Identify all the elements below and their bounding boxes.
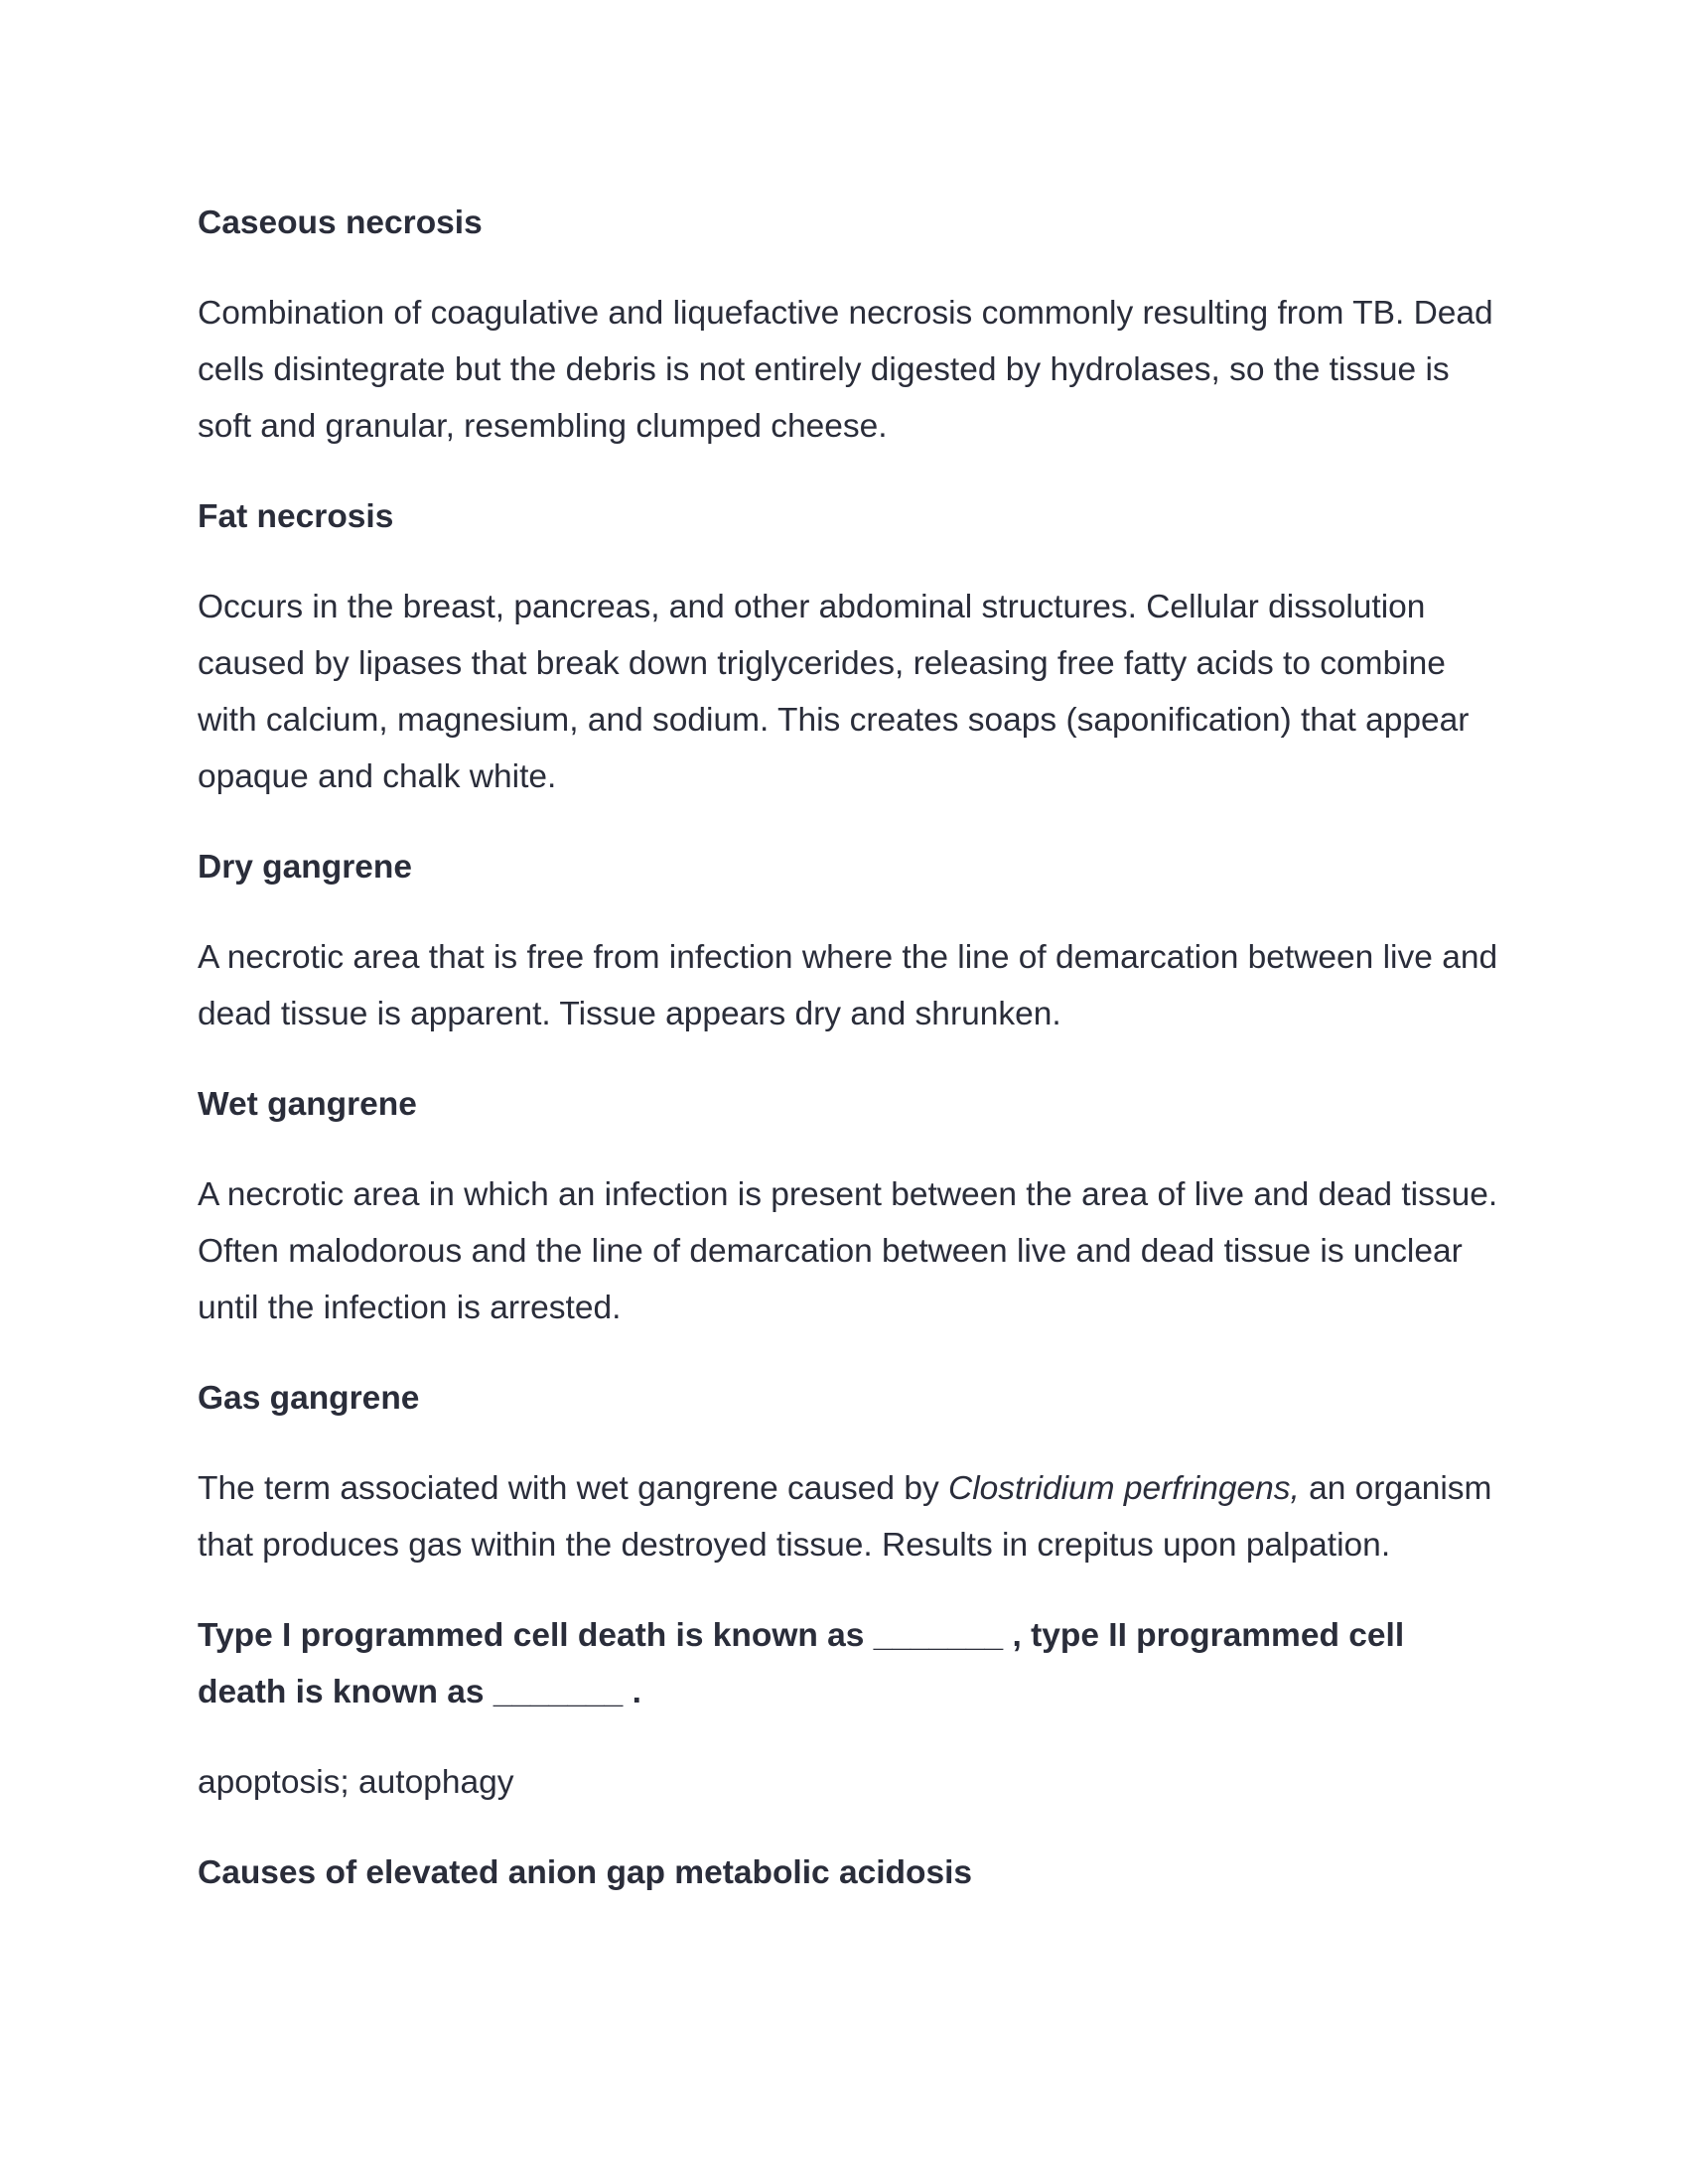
section-body-fat-necrosis: Occurs in the breast, pancreas, and other abdominal structures. Cellular dissolution caused by lipases that break down triglycerides, releasing free fatty acids to combine with calcium, magnesium, and sodium. This creates soaps (saponification) that appear opaque and chalk white.	[198, 589, 1470, 795]
section-heading-fat-necrosis: Fat necrosis	[198, 498, 394, 535]
gas-gangrene-text-after: an organism that produces gas within the destroyed tissue. Results in crepitus upon palpation.	[198, 1470, 1492, 1564]
section-heading-wet-gangrene: Wet gangrene	[198, 1086, 417, 1123]
section-heading-dry-gangrene: Dry gangrene	[198, 849, 412, 886]
gas-gangrene-text-before: The term associated with wet gangrene caused by	[198, 1470, 949, 1507]
section-heading-anion-gap: Causes of elevated anion gap metabolic acidosis	[198, 1854, 973, 1891]
organism-name: Clostridium perfringens,	[948, 1470, 1300, 1507]
section-body-dry-gangrene: A necrotic area that is free from infection where the line of demarcation between live and dead tissue is apparent. Tissue appears dry and shrunken.	[198, 939, 1498, 1032]
section-body-caseous-necrosis: Combination of coagulative and liquefactive necrosis commonly resulting from TB. Dead cells disintegrate but the debris is not entirely digested by hydrolases, so the tissue is soft and granular, resembling clumped cheese.	[198, 295, 1493, 445]
section-heading-programmed-cell-death: Type I programmed cell death is known as _______ , type II programmed cell death is known as _______ .	[198, 1617, 1405, 1710]
section-body-gas-gangrene	[198, 1460, 1498, 1573]
section-body-wet-gangrene: A necrotic area in which an infection is present between the area of live and dead tissue. Often malodorous and the line of demarcation between live and dead tissue is unclear until the infection is arrested.	[198, 1176, 1498, 1326]
document-page	[198, 195, 1498, 1935]
section-heading-gas-gangrene: Gas gangrene	[198, 1380, 420, 1417]
section-heading-caseous-necrosis: Caseous necrosis	[198, 205, 483, 241]
section-body-programmed-cell-death: apoptosis; autophagy	[198, 1764, 514, 1801]
